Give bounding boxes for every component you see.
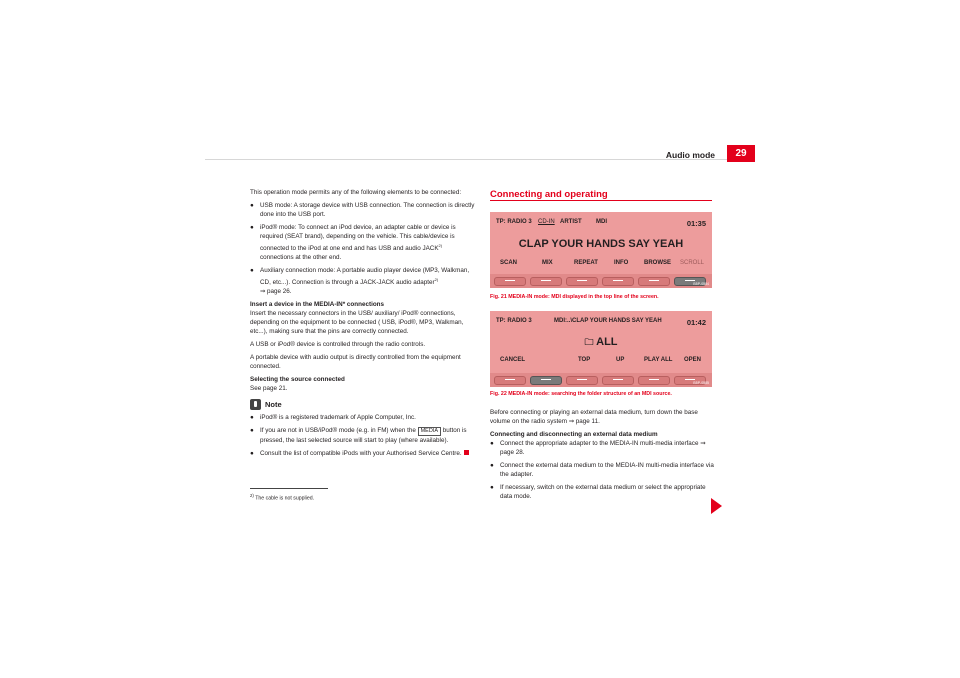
note-heading: Note — [250, 399, 475, 410]
softkey — [638, 376, 670, 385]
end-marker-icon — [464, 450, 469, 455]
screen2-key-strip — [490, 373, 712, 387]
before-text: Before connecting or playing an external data medium, turn down the base volume on the radio system ⇒ page 11. — [490, 409, 698, 425]
footnote-rule — [250, 488, 328, 489]
screen2-code: B5P-0585 — [693, 381, 709, 385]
right-column-text — [490, 408, 715, 505]
select-text: See page 21. — [250, 385, 288, 393]
note-icon — [250, 399, 261, 410]
insert-heading: Insert a device in the MEDIA-IN* connections — [250, 301, 385, 309]
section-title: Connecting and operating — [490, 189, 608, 200]
softkey — [530, 376, 562, 385]
softkey — [494, 277, 526, 286]
connect-heading: Connecting and disconnecting an external data medium — [490, 431, 658, 438]
note-bullet-2: ● If you are not in USB/iPod® mode (e.g. in FM) when the MEDIA button is pressed, the last selected source will start to play (where available). — [250, 427, 467, 445]
page-number: 29 — [727, 145, 755, 162]
left-column — [250, 188, 475, 462]
intro-text: This operation mode permits any of the following elements to be connected: — [250, 189, 462, 196]
bullet-usb: ● USB mode: A storage device with USB connection. The connection is directly done into the USB port. — [250, 202, 475, 218]
section-rule — [490, 200, 712, 201]
folder-icon: 🗀 — [584, 337, 594, 347]
portable-text: A portable device with audio output is directly controlled from the equipment connected. — [250, 354, 461, 371]
note-bullet-3: ● Consult the list of compatible iPods with your Authorised Service Centre. — [250, 449, 475, 458]
radio-screen-1: TP: RADIO 3 CD-IN ARTIST MDI 01:35 CLAP YOUR HANDS SAY YEAH SCAN MIX REPEAT INFO BROWSE SCROLL B5P-0584 — [490, 212, 712, 288]
connect-bullet-3: ● If necessary, switch on the external data medium or select the appropriate data mode. — [490, 484, 706, 500]
note-bullet-1: ● iPod® is a registered trademark of Apple Computer, Inc. — [250, 414, 416, 422]
softkey — [566, 277, 598, 286]
screen1-key-strip — [490, 274, 712, 288]
softkey — [638, 277, 670, 286]
control-text: A USB or iPod® device is controlled through the radio controls. — [250, 341, 426, 349]
bullet-aux: ● Auxiliary connection mode: A portable audio player device (MP3, Walkman, CD, etc...). Connection is through a JACK-JACK audio adapter$^{2)}$ ⇒ page 26. — [250, 267, 470, 296]
figure-21-caption: Fig. 21 MEDIA-IN mode: MDI displayed in the top line of the screen. — [490, 294, 659, 300]
softkey — [602, 376, 634, 385]
screen1-code: B5P-0584 — [693, 282, 709, 286]
softkey — [602, 277, 634, 286]
figure-22-caption: Fig. 22 MEDIA-IN mode: searching the folder structure of an MDI source. — [490, 391, 672, 397]
screen1-track-title: CLAP YOUR HANDS SAY YEAH — [518, 238, 684, 250]
insert-text: Insert the necessary connectors in the USB/ auxiliary/ iPod® connections, depending on the equipment to be connected ( USB, iPod®, MP3, Walkman, etc...), making sure that the pins are correctly connected. — [250, 310, 464, 336]
screen2-folder-title: 🗀 ALL — [584, 336, 618, 348]
next-page-arrow-icon — [711, 498, 722, 514]
connect-bullet-1: ● Connect the appropriate adapter to the MEDIA-IN multi-media interface ⇒ page 28. — [490, 440, 706, 456]
softkey — [530, 277, 562, 286]
chapter-title: Audio mode — [665, 150, 715, 160]
footnote: $^{2)}$ The cable is not supplied. — [250, 493, 315, 502]
radio-screen-2: TP: RADIO 3 MDI:..\CLAP YOUR HANDS SAY YEAH 01:42 🗀 ALL CANCEL TOP UP PLAY ALL OPEN B5P-0585 — [490, 311, 712, 387]
connect-bullet-2: ● Connect the external data medium to the MEDIA-IN multi-media interface via the adapter. — [490, 462, 714, 478]
media-key-label: MEDIA — [418, 427, 441, 436]
softkey — [494, 376, 526, 385]
softkey — [566, 376, 598, 385]
select-heading: Selecting the source connected — [250, 376, 345, 384]
bullet-ipod: ● iPod® mode: To connect an iPod device, an adapter cable or device is required (SEAT brand), depending on the vehicle. This cable/device is connected to the iPod at one end and has USB and audio JACK$^{2)}$ connections at the other end. — [250, 224, 456, 262]
